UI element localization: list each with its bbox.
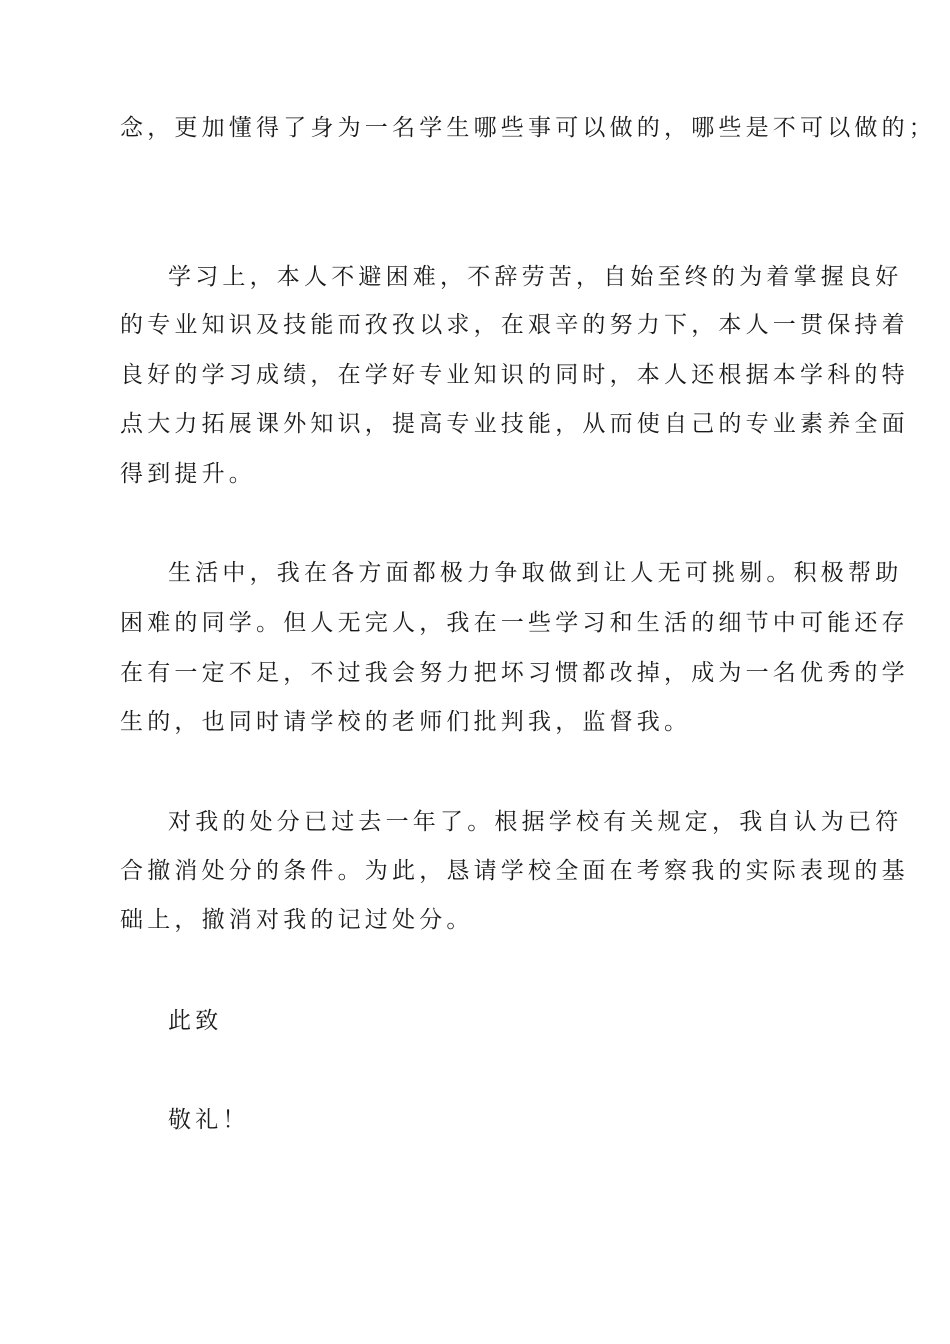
closing-salutation: 此致 [168,1008,223,1034]
paragraph-study-line-1: 学习上，本人不避困难，不辞劳苦，自始至终的为着掌握良好 [168,264,903,290]
paragraph-request-line-2: 合撤消处分的条件。为此，恳请学校全面在考察我的实际表现的基 [120,858,909,884]
paragraph-life-line-2: 困难的同学。但人无完人，我在一些学习和生活的细节中可能还存 [120,610,909,636]
text-line-continuation: 念，更加懂得了身为一名学生哪些事可以做的，哪些是不可以做的； [120,115,936,141]
paragraph-study-line-5: 得到提升。 [120,461,256,487]
paragraph-life-line-4: 生的，也同时请学校的老师们批判我，监督我。 [120,709,692,735]
closing-regards: 敬礼！ [168,1107,250,1133]
paragraph-study-line-3: 良好的学习成绩，在学好专业知识的同时，本人还根据本学科的特 [120,362,909,388]
paragraph-request-line-1: 对我的处分已过去一年了。根据学校有关规定，我自认为已符 [168,809,903,835]
paragraph-request-line-3: 础上，撤消对我的记过处分。 [120,907,474,933]
paragraph-life-line-1: 生活中，我在各方面都极力争取做到让人无可挑剔。积极帮助 [168,560,903,586]
paragraph-life-line-3: 在有一定不足，不过我会努力把坏习惯都改掉，成为一名优秀的学 [120,660,909,686]
paragraph-study-line-4: 点大力拓展课外知识，提高专业技能，从而使自己的专业素养全面 [120,411,909,437]
paragraph-study-line-2: 的专业知识及技能而孜孜以求，在艰辛的努力下，本人一贯保持着 [120,312,909,338]
